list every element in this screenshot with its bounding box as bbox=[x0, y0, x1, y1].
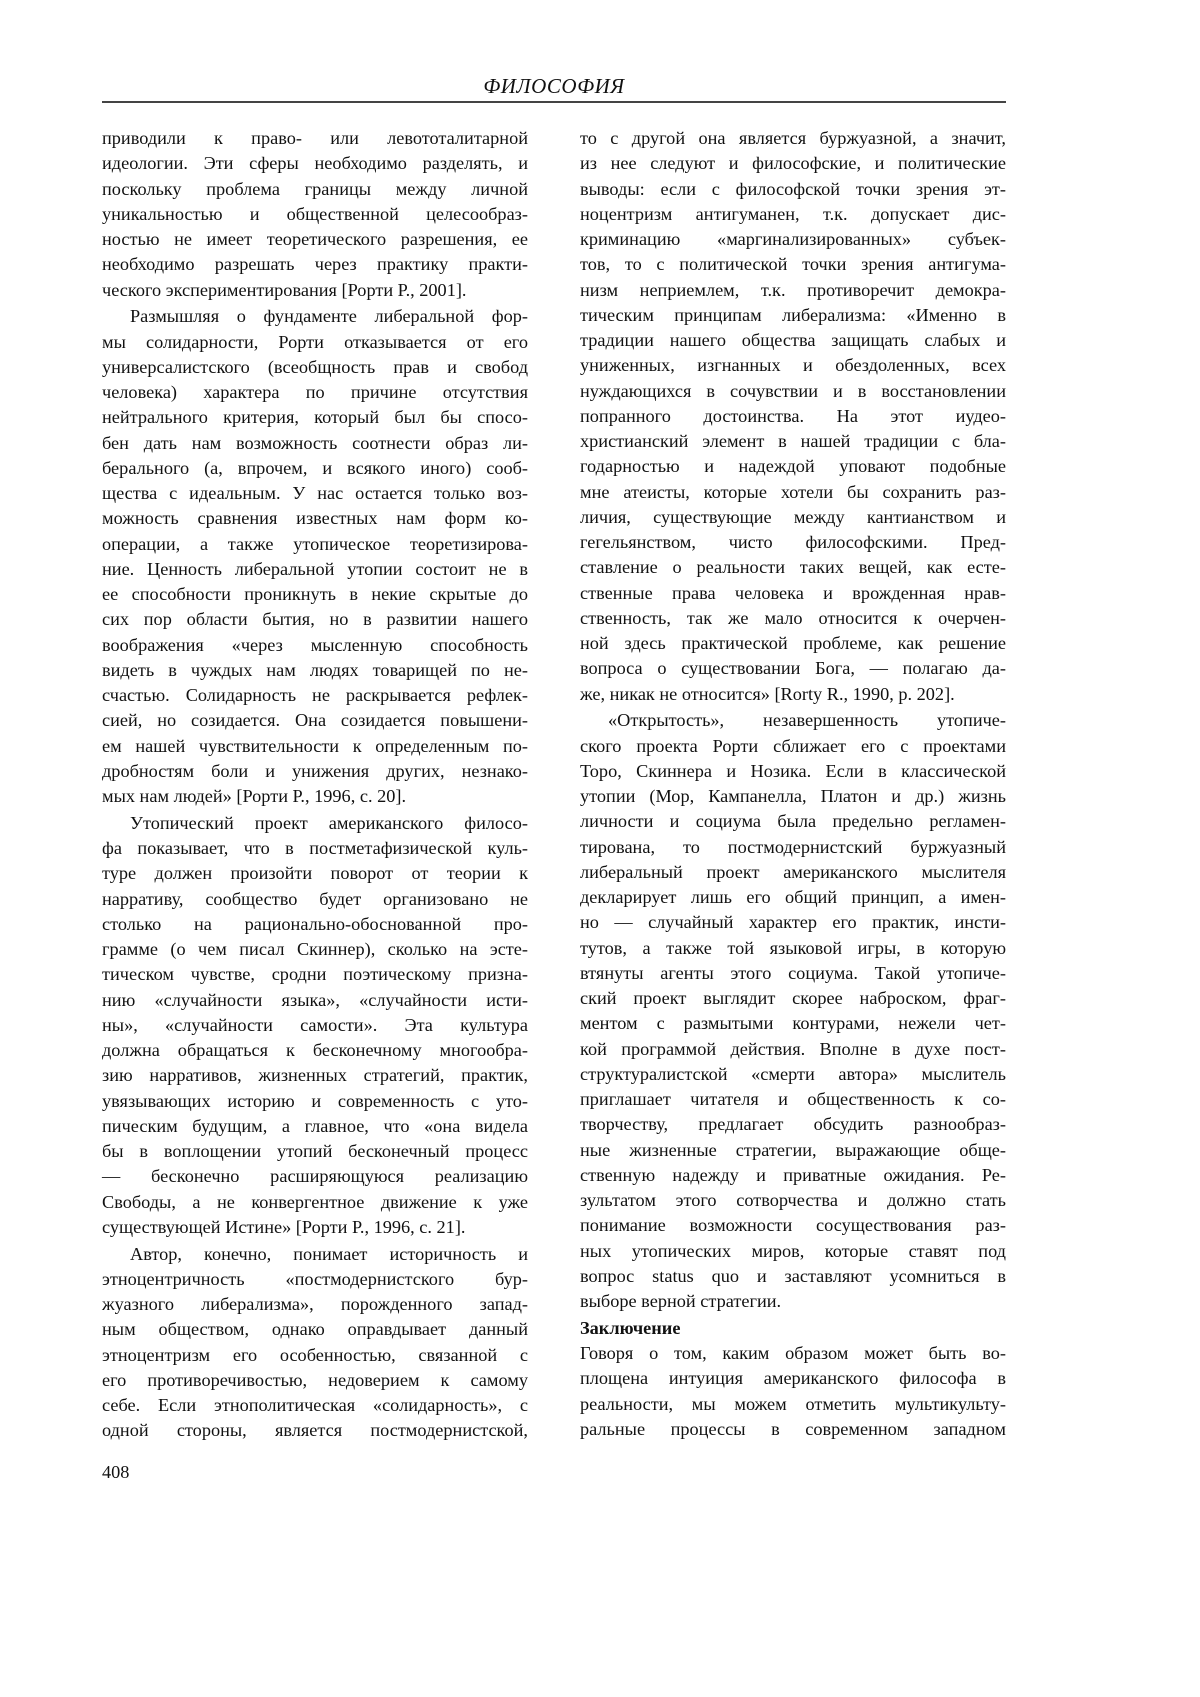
text-line: мне атеисты, которые хотели бы сохранить раз- bbox=[580, 480, 1006, 505]
text-line: ным обществом, однако оправдывает данный bbox=[102, 1317, 528, 1342]
text-line: Размышляя о фундаменте либеральной фор- bbox=[102, 304, 528, 329]
text-line: ского проекта Рорти сближает его с проектами bbox=[580, 734, 1006, 759]
text-line: ставление о реальности таких вещей, как есте- bbox=[580, 555, 1006, 580]
text-line: ные жизненные стратегии, выражающие обще- bbox=[580, 1138, 1006, 1163]
text-line: реальности, мы можем отметить мультикульту- bbox=[580, 1392, 1006, 1417]
text-line: то с другой она является буржуазной, а значит, bbox=[580, 126, 1006, 151]
text-line: существующей Истине» [Рорти Р., 1996, с. 21]. bbox=[102, 1215, 528, 1240]
paragraph bbox=[580, 1341, 1006, 1442]
text-line: ны», «случайности самости». Эта культура bbox=[102, 1013, 528, 1038]
text-line: низм неприемлем, т.к. противоречит демокра- bbox=[580, 278, 1006, 303]
text-line: уникальностью и общественной целесообраз- bbox=[102, 202, 528, 227]
header-rule bbox=[102, 101, 1006, 103]
text-line: «Открытость», незавершенность утопиче- bbox=[580, 708, 1006, 733]
text-line: ноцентризм антигуманен, т.к. допускает дис- bbox=[580, 202, 1006, 227]
text-line: должна обращаться к бесконечному многообра- bbox=[102, 1038, 528, 1063]
paragraph bbox=[580, 126, 1006, 707]
text-line: ных утопических миров, которые ставят под bbox=[580, 1239, 1006, 1264]
text-line: тутов, а также той языковой игры, в которую bbox=[580, 936, 1006, 961]
text-line: поскольку проблема границы между личной bbox=[102, 177, 528, 202]
text-line: творчеству, предлагает обсудить разнообраз- bbox=[580, 1112, 1006, 1137]
text-line: жуазного либерализма», порожденного запад- bbox=[102, 1292, 528, 1317]
text-line: зультатом этого сотворчества и должно стать bbox=[580, 1188, 1006, 1213]
text-line: бы в воплощении утопий бесконечный процесс bbox=[102, 1139, 528, 1164]
text-line: выборе верной стратегии. bbox=[580, 1289, 1006, 1314]
text-line: втянуты агенты этого социума. Такой утопиче- bbox=[580, 961, 1006, 986]
text-line: нейтрального критерия, который был бы спосо- bbox=[102, 405, 528, 430]
running-head: ФИЛОСОФИЯ bbox=[102, 74, 1006, 99]
text-line: бен дать нам возможность соотнести образ ли- bbox=[102, 431, 528, 456]
text-line: выводы: если с философской точки зрения эт- bbox=[580, 177, 1006, 202]
text-line: Торо, Скиннера и Нозика. Если в классической bbox=[580, 759, 1006, 784]
text-line: униженных, изгнанных и обездоленных, всех bbox=[580, 353, 1006, 378]
text-line: личия, существующие между кантианством и bbox=[580, 505, 1006, 530]
text-line: нию «случайности языка», «случайности исти- bbox=[102, 988, 528, 1013]
text-line: попранного достоинства. На этот иудео- bbox=[580, 404, 1006, 429]
text-line: Свободы, а не конвергентное движение к уже bbox=[102, 1190, 528, 1215]
text-line: Автор, конечно, понимает историчность и bbox=[102, 1242, 528, 1267]
text-line: структуралистской «смерти автора» мыслитель bbox=[580, 1062, 1006, 1087]
text-line: ственность, так же мало относится к очерчен- bbox=[580, 606, 1006, 631]
text-line: вопрос status quo и заставляют усомниться в bbox=[580, 1264, 1006, 1289]
text-line: приглашает читателя и общественность к со- bbox=[580, 1087, 1006, 1112]
text-line: нарративу, сообщество будет организовано не bbox=[102, 887, 528, 912]
text-line: — бесконечно расширяющуюся реализацию bbox=[102, 1164, 528, 1189]
text-line: ственную надежду и приватные ожидания. Ре- bbox=[580, 1163, 1006, 1188]
text-line: этноцентричность «постмодернистского бур- bbox=[102, 1267, 528, 1292]
text-line: нуждающихся в сочувствии и в восстановлении bbox=[580, 379, 1006, 404]
text-line: сией, но созидается. Она созидается повышени- bbox=[102, 708, 528, 733]
right-column bbox=[580, 126, 1006, 1444]
text-line: столько на рационально-обоснованной про- bbox=[102, 912, 528, 937]
text-line: криминацию «маргинализированных» субъек- bbox=[580, 227, 1006, 252]
text-line: тическим принципам либерализма: «Именно в bbox=[580, 303, 1006, 328]
text-line: же, никак не относится» [Rorty R., 1990, p. 202]. bbox=[580, 682, 1006, 707]
page-number: 408 bbox=[102, 1462, 129, 1483]
paragraph bbox=[102, 126, 528, 303]
text-line: универсалистского (всеобщность прав и свобод bbox=[102, 355, 528, 380]
text-line: Говоря о том, каким образом может быть во- bbox=[580, 1341, 1006, 1366]
text-line: мы солидарности, Рорти отказывается от его bbox=[102, 330, 528, 355]
text-line: воображения «через мысленную способность bbox=[102, 633, 528, 658]
section-heading: Заключение bbox=[580, 1316, 1006, 1341]
text-line: ем нашей чувствительности к определенным по- bbox=[102, 734, 528, 759]
text-line: ностью не имеет теоретического разрешения, ее bbox=[102, 227, 528, 252]
paragraph bbox=[580, 708, 1006, 1314]
paragraph bbox=[102, 304, 528, 809]
text-line: гегельянством, чисто философскими. Пред- bbox=[580, 530, 1006, 555]
text-line: личности и социума была предельно регламен- bbox=[580, 809, 1006, 834]
left-column bbox=[102, 126, 528, 1445]
text-line: ментом с размытыми контурами, нежели чет- bbox=[580, 1011, 1006, 1036]
text-line: утопии (Мор, Кампанелла, Платон и др.) жизнь bbox=[580, 784, 1006, 809]
text-line: кой программой действия. Вполне в духе пост- bbox=[580, 1037, 1006, 1062]
text-line: тов, то с политической точки зрения антигума- bbox=[580, 252, 1006, 277]
paragraph bbox=[102, 1242, 528, 1444]
text-line: операции, а также утопическое теоретизирова- bbox=[102, 532, 528, 557]
text-line: традиции нашего общества защищать слабых и bbox=[580, 328, 1006, 353]
text-line: либеральный проект американского мыслителя bbox=[580, 860, 1006, 885]
text-line: необходимо разрешать через практику практи- bbox=[102, 252, 528, 277]
text-line: сих пор области бытия, но в развитии нашего bbox=[102, 607, 528, 632]
paragraph bbox=[102, 811, 528, 1240]
text-line: дробностям боли и унижения других, незнако- bbox=[102, 759, 528, 784]
text-line: ский проект выглядит скорее наброском, фраг- bbox=[580, 986, 1006, 1011]
text-line: площена интуиция американского философа в bbox=[580, 1366, 1006, 1391]
text-line: ной здесь практической проблеме, как решение bbox=[580, 631, 1006, 656]
text-line: счастью. Солидарность не раскрывается рефлек- bbox=[102, 683, 528, 708]
text-line: годарностью и надеждой уповают подобные bbox=[580, 454, 1006, 479]
text-line: ее способности проникнуть в некие скрытые до bbox=[102, 582, 528, 607]
text-line: грамме (о чем писал Скиннер), сколько на эсте- bbox=[102, 937, 528, 962]
text-line: зию нарративов, жизненных стратегий, практик, bbox=[102, 1063, 528, 1088]
text-line: из нее следуют и философские, и политические bbox=[580, 151, 1006, 176]
text-line: идеологии. Эти сферы необходимо разделять, и bbox=[102, 151, 528, 176]
text-line: ственные права человека и врожденная нрав- bbox=[580, 581, 1006, 606]
text-line: христианский элемент в нашей традиции с бла- bbox=[580, 429, 1006, 454]
text-line: фа показывает, что в постметафизической куль- bbox=[102, 836, 528, 861]
text-line: ческого экспериментирования [Рорти Р., 2001]. bbox=[102, 278, 528, 303]
text-line: но — случайный характер его практик, инсти- bbox=[580, 910, 1006, 935]
text-line: видеть в чуждых нам людях товарищей по не- bbox=[102, 658, 528, 683]
text-line: себе. Если этнополитическая «солидарность», с bbox=[102, 1393, 528, 1418]
text-line: можность сравнения известных нам форм ко- bbox=[102, 506, 528, 531]
text-line: его противоречивостью, недоверием к самому bbox=[102, 1368, 528, 1393]
text-line: ние. Ценность либеральной утопии состоит не в bbox=[102, 557, 528, 582]
text-line: вопроса о существовании Бога, — полагаю да- bbox=[580, 656, 1006, 681]
text-line: берального (а, впрочем, и всякого иного) сооб- bbox=[102, 456, 528, 481]
text-line: понимание возможности сосуществования раз- bbox=[580, 1213, 1006, 1238]
text-line: одной стороны, является постмодернистской, bbox=[102, 1418, 528, 1443]
text-line: мых нам людей» [Рорти Р., 1996, с. 20]. bbox=[102, 784, 528, 809]
text-line: увязывающих историю и современность с уто- bbox=[102, 1089, 528, 1114]
text-line: щества с идеальным. У нас остается только воз- bbox=[102, 481, 528, 506]
text-line: человека) характера по причине отсутствия bbox=[102, 380, 528, 405]
text-line: туре должен произойти поворот от теории к bbox=[102, 861, 528, 886]
text-line: пическим будущим, а главное, что «она видела bbox=[102, 1114, 528, 1139]
text-line: тическом чувстве, сродни поэтическому призна- bbox=[102, 962, 528, 987]
text-line: Утопический проект американского филосо- bbox=[102, 811, 528, 836]
text-line: этноцентризм его особенностью, связанной с bbox=[102, 1343, 528, 1368]
text-line: декларирует лишь его общий принцип, а имен- bbox=[580, 885, 1006, 910]
text-line: ральные процессы в современном западном bbox=[580, 1417, 1006, 1442]
text-line: тирована, то постмодернистский буржуазный bbox=[580, 835, 1006, 860]
text-line: приводили к право- или левототалитарной bbox=[102, 126, 528, 151]
